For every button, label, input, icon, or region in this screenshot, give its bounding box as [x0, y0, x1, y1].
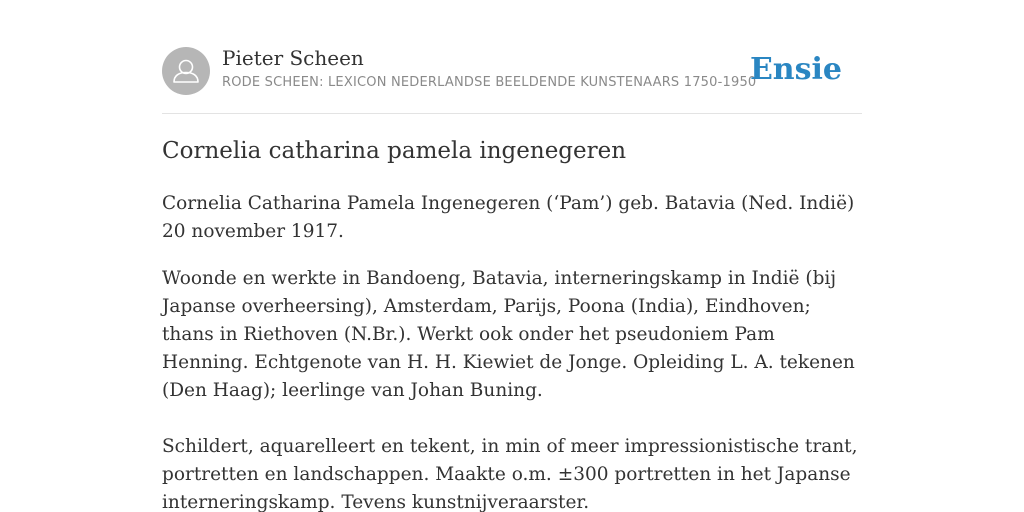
- author-header: [162, 0, 862, 114]
- article-container: [162, 0, 862, 512]
- article-title: Cornelia catharina pamela ingenegeren: [162, 138, 627, 164]
- article-paragraph: Cornelia Catharina Pamela Ingenegeren (‘Pam’) geb. Batavia (Ned. Indië) 20 november 1917.: [162, 193, 855, 242]
- ensie-logo[interactable]: Ensie: [749, 52, 842, 87]
- article-paragraph: Woonde en werkte in Bandoeng, Batavia, interneringskamp in Indië (bij Japanse overheersing), Amsterdam, Parijs, Poona (India), Eindhoven; thans in Riethoven (N.Br.). Werkt ook onder het pseudoniem Pam Henning. Echtgenote van H. H. Kiewiet de Jonge. Opleiding L. A. tekenen (Den Haag); leerlinge van Johan Buning.: [162, 268, 855, 401]
- user-icon: [162, 47, 210, 95]
- article-paragraph: Schildert, aquarelleert en tekent, in min of meer impressionistische trant, portretten en landschappen. Maakte o.m. ±300 portretten in het Japanse interneringskamp. Tevens kunstnijveraarster.: [162, 436, 858, 512]
- avatar[interactable]: [162, 47, 210, 95]
- source-title[interactable]: RODE SCHEEN: LEXICON NEDERLANDSE BEELDENDE KUNSTENAARS 1750-1950: [222, 75, 757, 90]
- author-name[interactable]: Pieter Scheen: [222, 46, 364, 70]
